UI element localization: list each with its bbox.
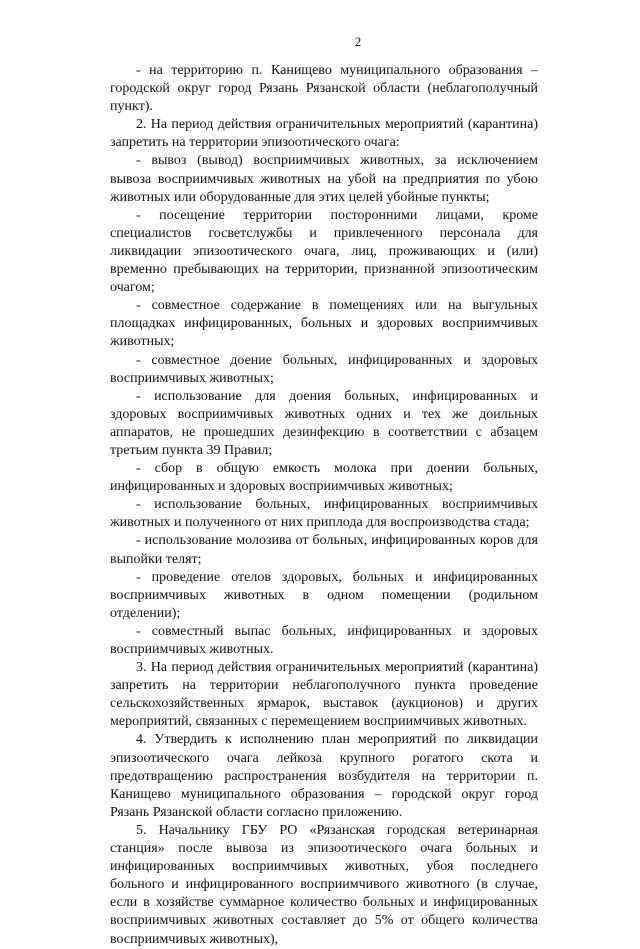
prohibition-grazing: - совместный выпас больных, инфицированных и здоровых восприимчивых животных. (110, 623, 538, 657)
prohibition-colostrum: - использование молозива от больных, инфицированных коров для выпойки телят; (110, 533, 538, 567)
paragraph-territory: - на территорию п. Канищево муниципального образования – городской округ город Рязань Рязанской области (неблагополучный пункт). (110, 63, 538, 115)
prohibition-joint-milking: - совместное доение больных, инфицированных и здоровых восприимчивых животных; (110, 352, 538, 386)
prohibition-milk-collection: - сбор в общую емкость молока при доении больных, инфицированных и здоровых восприимчивых животных; (110, 461, 538, 495)
paragraph-item-2: 2. На период действия ограничительных мероприятий (карантина) запретить на территории эпизоотического очага: (110, 117, 538, 151)
prohibition-breeding-use: - использование больных, инфицированных восприимчивых животных и полученного от них приплода для воспроизводства стада; (110, 497, 538, 531)
paragraph-item-4: 4. Утвердить к исполнению план мероприятий по ликвидации эпизоотического очага лейкоза крупного рогатого скота и предотвращению распространения возбудителя на территории п. Канищево муниципального образования – городской округ город Рязань Рязанской области согласно приложению. (110, 732, 538, 820)
page-number: 2 (354, 34, 362, 49)
document-body (110, 62, 538, 949)
prohibition-visits: - посещение территории посторонними лицами, кроме специалистов госветслужбы и привлеченного персонала для ликвидации эпизоотического очага, лиц, проживающих и (или) временно пребывающих на территории, признанной эпизоотическим очагом; (110, 207, 538, 296)
paragraph-item-5: 5. Начальнику ГБУ РО «Рязанская городская ветеринарная станция» после вывоза из эпизоотического очага больных и инфицированных восприимчивых животных, убоя последнего больного и инфицированного восприимчивого животного (в случае, если в хозяйстве суммарное количество больных и инфицированных восприимчивых животных составляет до 5% от общего количества восприимчивых животных), (110, 822, 538, 947)
prohibition-calving: - проведение отелов здоровых, больных и инфицированных восприимчивых животных в одном помещении (родильном отделении); (110, 569, 538, 621)
prohibition-joint-keeping: - совместное содержание в помещениях или на выгульных площадках инфицированных, больных и здоровых восприимчивых животных; (110, 298, 538, 350)
prohibition-export: - вывоз (вывод) восприимчивых животных, за исключением вывоза восприимчивых животных на убой на предприятия по убою животных или оборудованные для этих целей убойные пункты; (110, 153, 538, 205)
paragraph-item-3: 3. На период действия ограничительных мероприятий (карантина) запретить на территории неблагополучного пункта проведение сельскохозяйственных ярмарок, выставок (аукционов) и других мероприятий, связанных с перемещением восприимчивых животных. (110, 660, 538, 730)
prohibition-shared-milking-machines: - использование для доения больных, инфицированных и здоровых восприимчивых животных одних и тех же доильных аппаратов, не прошедших дезинфекцию в соответствии с абзацем третьим пункта 39 Правил; (110, 388, 538, 458)
